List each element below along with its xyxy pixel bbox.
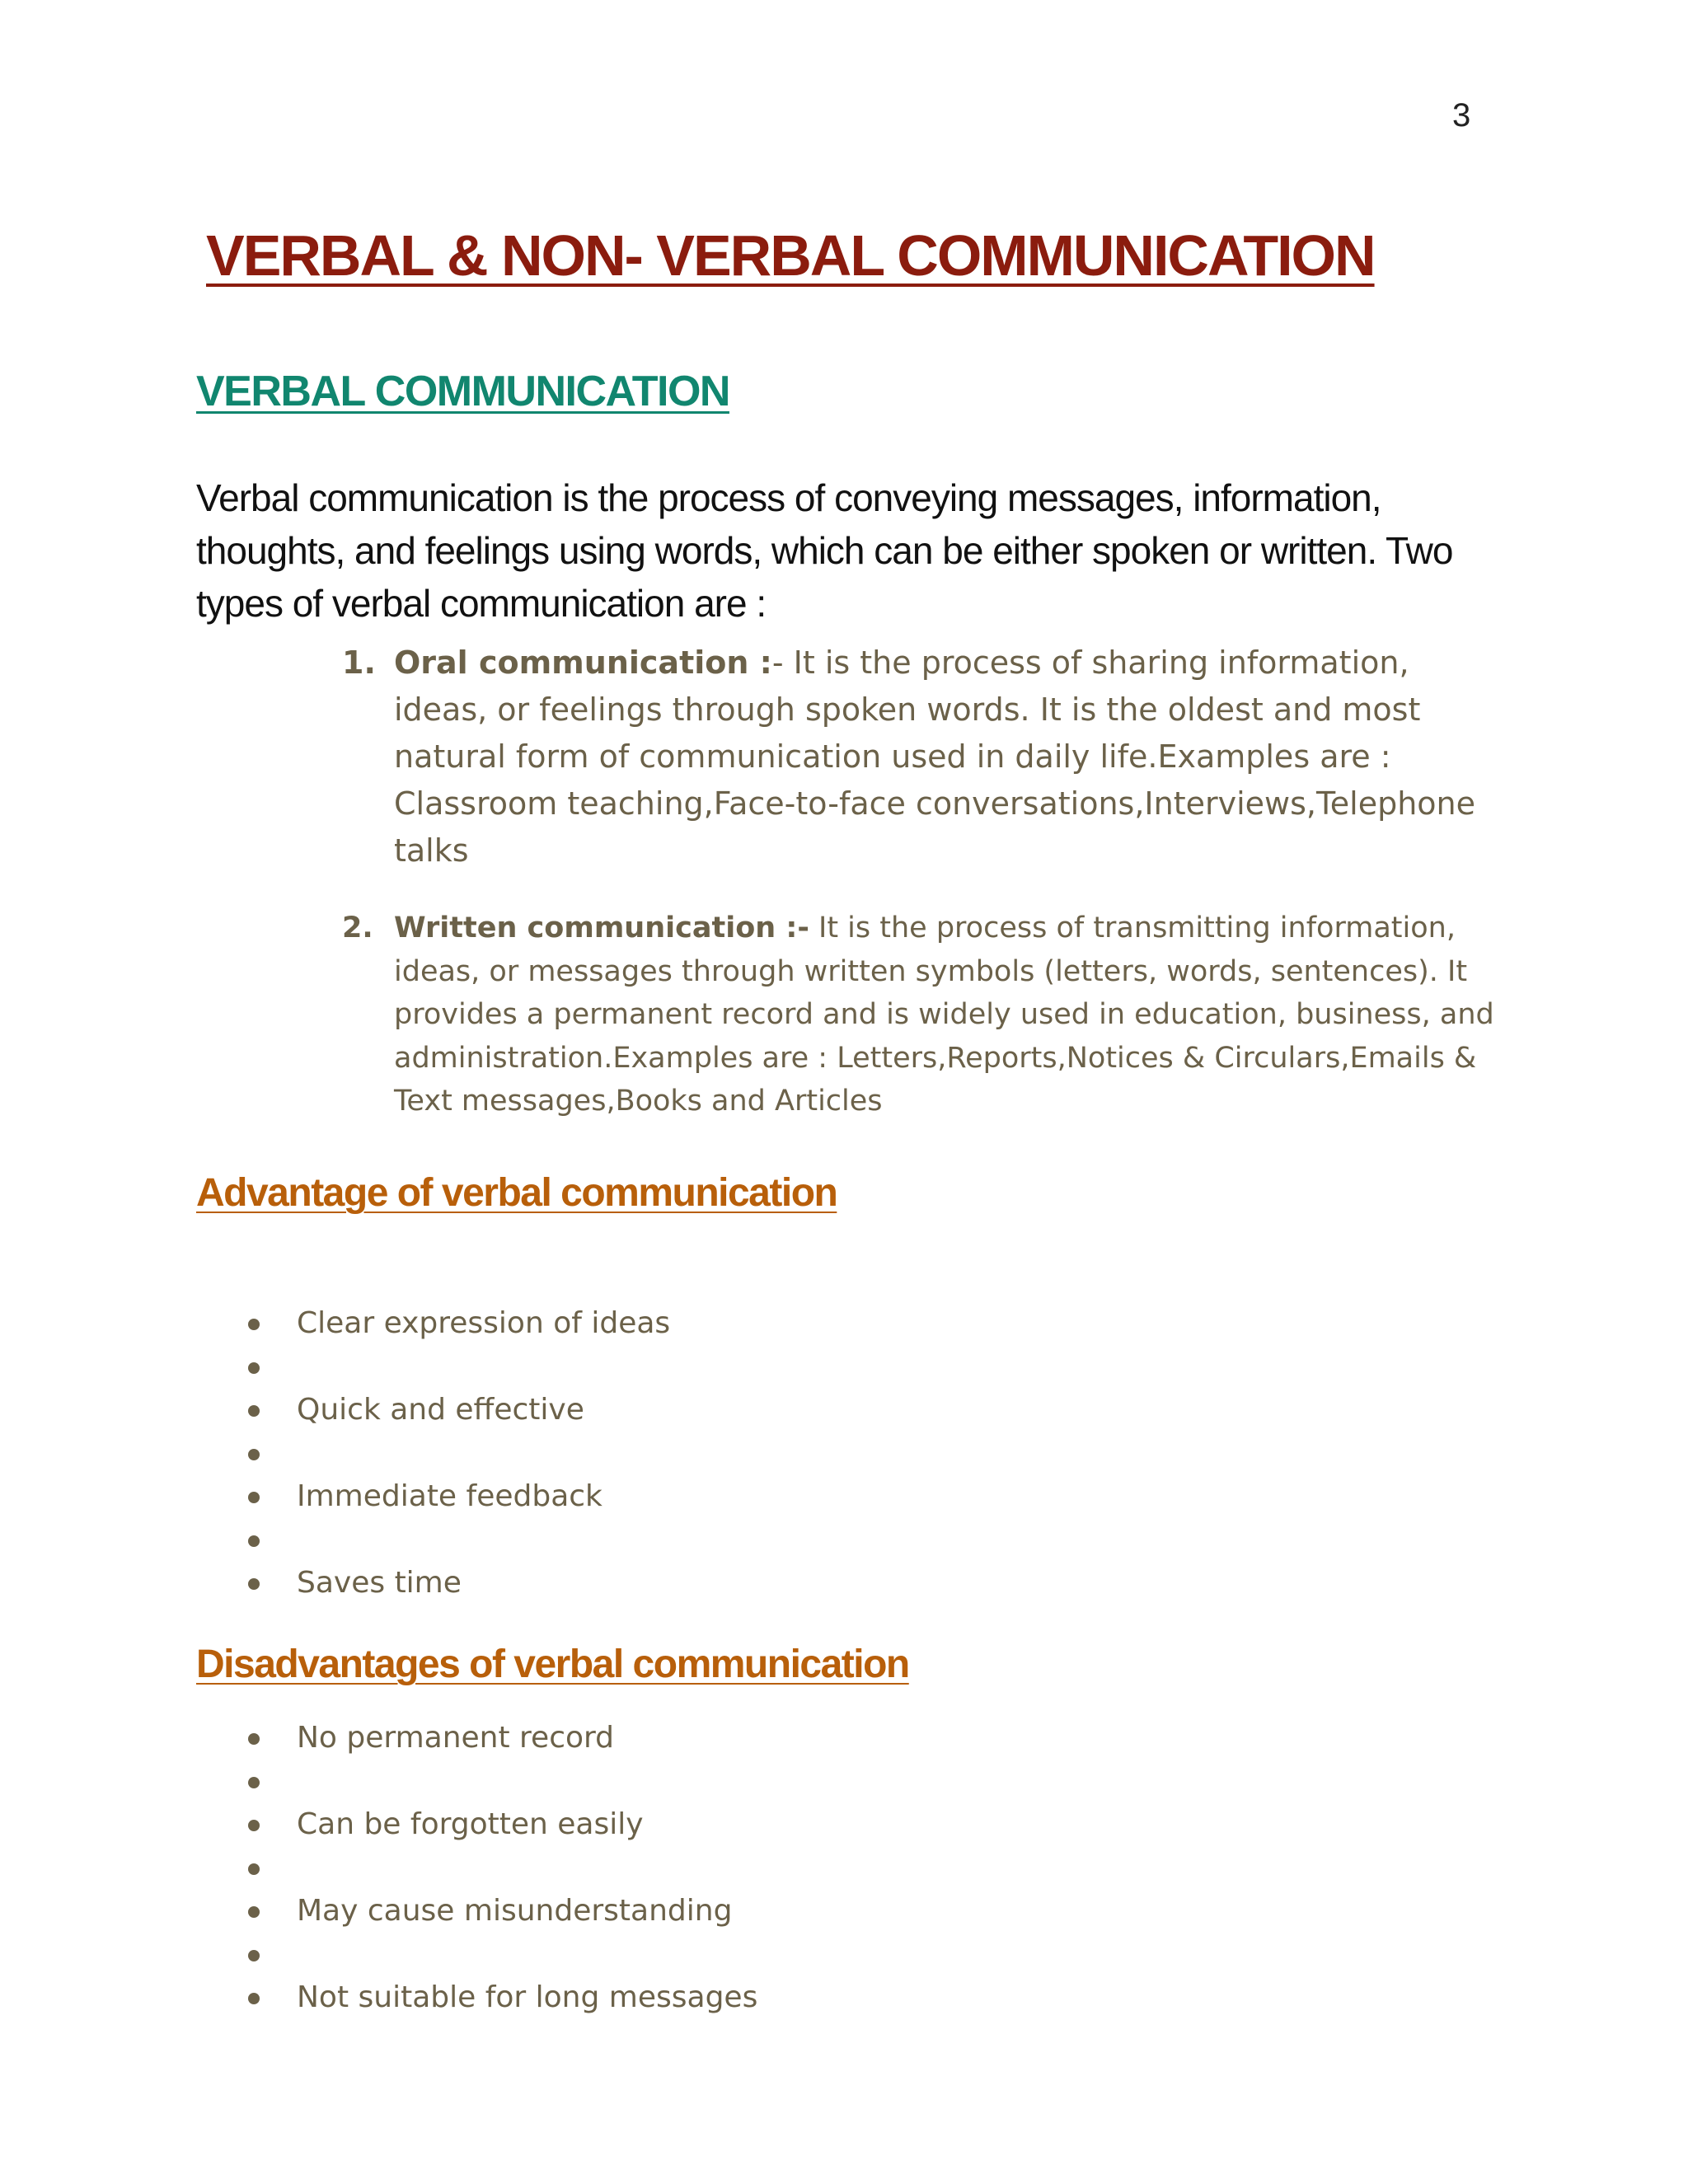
list-item <box>246 1475 670 1519</box>
list-item <box>246 1432 670 1476</box>
bullet-icon <box>248 1733 260 1745</box>
section-heading-verbal: VERBAL COMMUNICATION <box>196 368 729 415</box>
list-item-body <box>394 640 1496 874</box>
advantages-heading: Advantage of verbal communication <box>196 1171 837 1215</box>
list-item-text: Immediate feedback <box>297 1479 603 1513</box>
advantages-list <box>246 1302 670 1605</box>
list-item <box>246 1346 670 1390</box>
bullet-icon <box>248 1950 260 1961</box>
list-item <box>246 1803 757 1847</box>
list-item-text: Can be forgotten easily <box>297 1807 644 1841</box>
bullet-icon <box>248 1492 260 1503</box>
bullet-icon <box>248 1820 260 1831</box>
list-item-text: Quick and effective <box>297 1393 584 1427</box>
list-item <box>246 1389 670 1432</box>
list-item <box>246 1760 757 1804</box>
bullet-icon <box>248 1777 260 1788</box>
term-label: Written communication :- <box>394 912 809 944</box>
bullet-icon <box>248 1319 260 1330</box>
bullet-icon <box>248 1449 260 1460</box>
list-item <box>246 1717 757 1760</box>
list-item-oral <box>342 640 1496 874</box>
page-number: 3 <box>1452 97 1471 134</box>
term-description: - It is the process of sharing information, ideas, or feelings through spoken words. It is the oldest and most natural form of communication used in daily life.Examples are : Classroom teaching,Face-to-face conversations,Interviews,Telephone talks <box>394 644 1475 869</box>
disadvantages-heading: Disadvantages of verbal communication <box>196 1643 909 1686</box>
intro-paragraph: Verbal communication is the process of conveying messages, information, thoughts, and feelings using words, which can be either spoken or written. Two types of verbal communication are : <box>196 476 1453 625</box>
bullet-icon <box>248 1362 260 1374</box>
term-label: Oral communication : <box>394 644 772 681</box>
list-item-text: Not suitable for long messages <box>297 1980 758 2014</box>
bullet-icon <box>248 1405 260 1417</box>
page-title: VERBAL & NON- VERBAL COMMUNICATION <box>206 223 1375 288</box>
list-item <box>246 1302 670 1346</box>
list-item <box>246 1562 670 1605</box>
list-number: 1. <box>342 644 376 681</box>
list-item-text: Saves time <box>297 1566 462 1600</box>
list-number: 2. <box>342 912 373 944</box>
list-item-body <box>394 907 1496 1123</box>
list-item <box>246 1976 757 2020</box>
disadvantages-list <box>246 1717 757 2020</box>
list-item <box>246 1890 757 1933</box>
list-item-written <box>342 907 1496 1123</box>
bullet-icon <box>248 1863 260 1875</box>
list-item <box>246 1933 757 1977</box>
list-item-text: May cause misunderstanding <box>297 1894 733 1928</box>
list-item-text: No permanent record <box>297 1721 615 1755</box>
term-description: It is the process of transmitting information, ideas, or messages through written symbols (letters, words, sentences). It provides a permanent record and is widely used in education, business, and administration.Examples are : Letters,Reports,Notices & Circulars,Emails & Text messages,Books and Articles <box>394 912 1494 1118</box>
bullet-icon <box>248 1906 260 1918</box>
list-item <box>246 1519 670 1563</box>
list-item-text: Clear expression of ideas <box>297 1306 671 1340</box>
bullet-icon <box>248 1535 260 1547</box>
bullet-icon <box>248 1993 260 2004</box>
list-item <box>246 1847 757 1891</box>
bullet-icon <box>248 1578 260 1590</box>
